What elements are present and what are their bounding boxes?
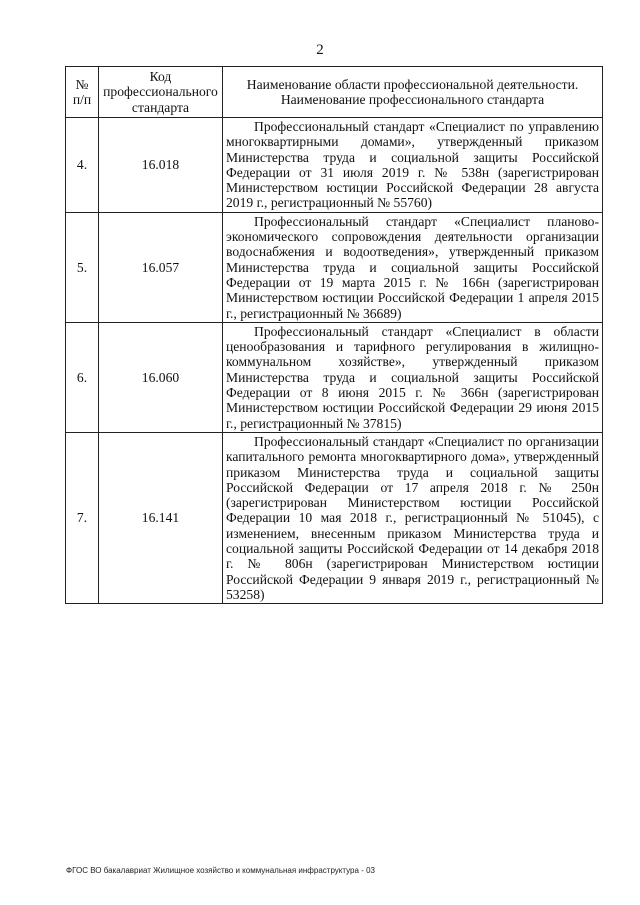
header-code: Код профессионального стандарта [99,67,223,118]
row-num: 5. [66,212,99,322]
header-num: № п/п [66,67,99,118]
row-num: 7. [66,432,99,603]
row-name: Профессиональный стандарт «Специалист по управлению многоквартирными домами», утвержденный приказом Министерства труда и социальной защиты Российской Федерации от 31 июля 2019 г. № 538н (зарегистрирован Министерством юстиции Российской Федерации 28 августа 2019 г., регистрационный № 55760) [223,118,603,213]
table-row [66,212,603,322]
table-header-row [66,67,603,118]
row-name: Профессиональный стандарт «Специалист по организации капитального ремонта многоквартирного дома», утвержденный приказом Министерства труда и социальной защиты Российской Федерации от 17 апреля 2018 г. № 250н (зарегистрирован Министерством юстиции Российской Федерации 10 мая 2018 г., регистрационный № 51045), с изменением, внесенным приказом Министерства труда и социальной защиты Российской Федерации от 14 декабря 2018 г. № 806н (зарегистрирован Министерством юстиции Российской Федерации 9 января 2019 г., регистрационный № 53258) [223,432,603,603]
row-code: 16.018 [99,118,223,213]
table-row [66,118,603,213]
header-name: Наименование области профессиональной деятельности. Наименование профессионального стандарта [223,67,603,118]
row-num: 4. [66,118,99,213]
table-row [66,432,603,603]
page-number: 2 [316,42,324,58]
row-name: Профессиональный стандарт «Специалист планово-экономического сопровождения деятельности организации водоснабжения и водоотведения», утвержденный приказом Министерства труда и социальной защиты Российской Федерации от 19 марта 2015 г. № 166н (зарегистрирован Министерством юстиции Российской Федерации 1 апреля 2015 г., регистрационный № 36689) [223,212,603,322]
row-code: 16.057 [99,212,223,322]
row-name: Профессиональный стандарт «Специалист в области ценообразования и тарифного регулирования в жилищно-коммунальном хозяйстве», утвержденный приказом Министерства труда и социальной защиты Российской Федерации от 8 июня 2015 г. № 366н (зарегистрирован Министерством юстиции Российской Федерации 29 июня 2015 г., регистрационный № 37815) [223,322,603,432]
table-row [66,322,603,432]
document-footer: ФГОС ВО бакалавриат Жилищное хозяйство и коммунальная инфраструктура - 03 [66,866,375,875]
standards-table [65,66,603,604]
row-code: 16.141 [99,432,223,603]
row-code: 16.060 [99,322,223,432]
row-num: 6. [66,322,99,432]
